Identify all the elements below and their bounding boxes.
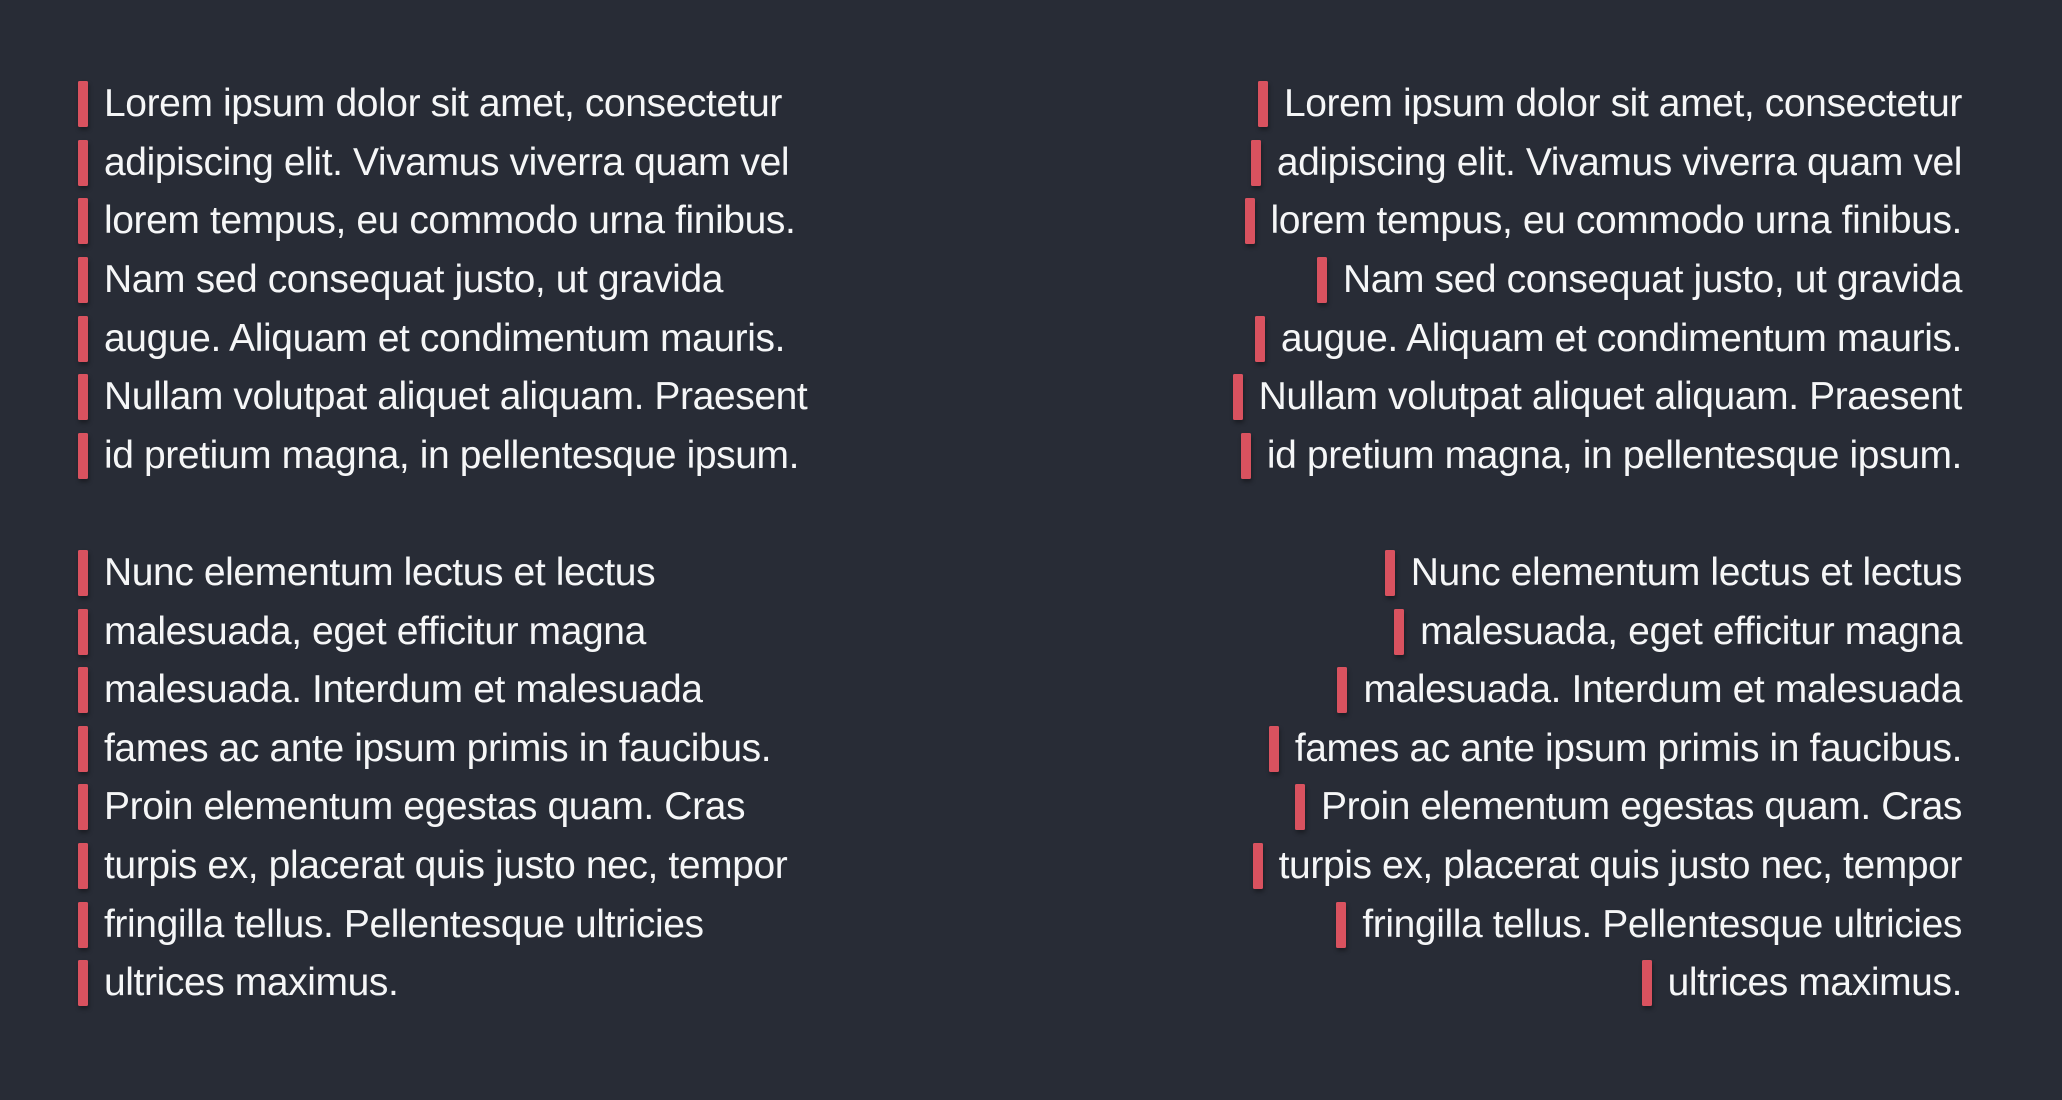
line-start-marker bbox=[1337, 667, 1347, 713]
line-start-marker bbox=[78, 433, 88, 479]
line-text: augue. Aliquam et condimentum mauris. bbox=[1280, 316, 1962, 360]
line-start-marker bbox=[1317, 257, 1327, 303]
text-line bbox=[1082, 602, 1962, 661]
line-start-marker bbox=[78, 843, 88, 889]
line-start-marker bbox=[1385, 550, 1395, 596]
text-line bbox=[78, 837, 958, 896]
text-line bbox=[1082, 309, 1962, 368]
line-text: turpis ex, placerat quis justo nec, tempor bbox=[1278, 844, 1962, 888]
line-text: Nam sed consequat justo, ut gravida bbox=[1342, 258, 1962, 302]
text-column-left bbox=[78, 75, 958, 1013]
line-start-marker bbox=[1253, 843, 1263, 889]
line-text: malesuada. Interdum et malesuada bbox=[104, 668, 703, 712]
line-start-marker bbox=[1258, 81, 1268, 127]
text-line bbox=[1082, 251, 1962, 310]
line-start-marker bbox=[78, 667, 88, 713]
line-text: Nullam volutpat aliquet aliquam. Praesent bbox=[104, 375, 808, 419]
line-text: turpis ex, placerat quis justo nec, tempor bbox=[104, 844, 788, 888]
line-start-marker bbox=[78, 960, 88, 1006]
line-text: adipiscing elit. Vivamus viverra quam vel bbox=[104, 140, 790, 184]
line-start-marker bbox=[78, 257, 88, 303]
line-start-marker bbox=[1255, 316, 1265, 362]
text-line bbox=[1082, 134, 1962, 193]
line-text: adipiscing elit. Vivamus viverra quam vel bbox=[1276, 140, 1962, 184]
text-line bbox=[78, 720, 958, 779]
line-start-marker bbox=[78, 784, 88, 830]
paragraph-1-left bbox=[78, 75, 958, 485]
line-start-marker bbox=[78, 81, 88, 127]
line-text: id pretium magna, in pellentesque ipsum. bbox=[1266, 433, 1962, 477]
line-start-marker bbox=[1394, 609, 1404, 655]
line-text: Lorem ipsum dolor sit amet, consectetur bbox=[104, 82, 783, 126]
line-text: malesuada. Interdum et malesuada bbox=[1363, 668, 1962, 712]
line-text: malesuada, eget efficitur magna bbox=[104, 609, 646, 653]
line-start-marker bbox=[78, 726, 88, 772]
line-start-marker bbox=[78, 550, 88, 596]
line-text: Nunc elementum lectus et lectus bbox=[1410, 551, 1962, 595]
text-line bbox=[78, 602, 958, 661]
text-line bbox=[1082, 192, 1962, 251]
line-start-marker bbox=[1233, 374, 1243, 420]
line-text: Nullam volutpat aliquet aliquam. Praesent bbox=[1258, 375, 1962, 419]
line-text: id pretium magna, in pellentesque ipsum. bbox=[104, 433, 800, 477]
line-start-marker bbox=[1336, 902, 1346, 948]
text-line bbox=[78, 251, 958, 310]
line-start-marker bbox=[1295, 784, 1305, 830]
line-text: malesuada, eget efficitur magna bbox=[1420, 609, 1962, 653]
text-line bbox=[1082, 720, 1962, 779]
line-text: Nunc elementum lectus et lectus bbox=[104, 551, 656, 595]
text-line bbox=[78, 75, 958, 134]
text-line bbox=[1082, 778, 1962, 837]
line-start-marker bbox=[1269, 726, 1279, 772]
text-line bbox=[1082, 427, 1962, 486]
text-line bbox=[78, 895, 958, 954]
text-line bbox=[78, 134, 958, 193]
line-start-marker bbox=[1251, 140, 1261, 186]
text-line bbox=[1082, 895, 1962, 954]
text-line bbox=[78, 427, 958, 486]
text-line bbox=[78, 954, 958, 1013]
line-start-marker bbox=[78, 902, 88, 948]
paragraph-2-left bbox=[78, 544, 958, 1013]
line-start-marker bbox=[1241, 433, 1251, 479]
text-line bbox=[78, 309, 958, 368]
line-text: Proin elementum egestas quam. Cras bbox=[1320, 785, 1962, 829]
text-line bbox=[78, 661, 958, 720]
paragraph-2-right bbox=[1082, 544, 1962, 1013]
line-start-marker bbox=[78, 609, 88, 655]
line-text: augue. Aliquam et condimentum mauris. bbox=[104, 316, 786, 360]
text-line bbox=[78, 192, 958, 251]
line-start-marker bbox=[78, 374, 88, 420]
paragraph-1-right bbox=[1082, 75, 1962, 485]
text-line bbox=[78, 544, 958, 603]
text-line bbox=[1082, 661, 1962, 720]
text-line bbox=[1082, 75, 1962, 134]
text-line bbox=[1082, 544, 1962, 603]
line-text: Nam sed consequat justo, ut gravida bbox=[104, 258, 724, 302]
line-text: ultrices maximus. bbox=[1667, 961, 1962, 1005]
line-text: fringilla tellus. Pellentesque ultricies bbox=[104, 902, 704, 946]
text-line bbox=[78, 778, 958, 837]
line-start-marker bbox=[1245, 198, 1255, 244]
text-column-right bbox=[1082, 75, 1962, 1013]
line-text: lorem tempus, eu commodo urna finibus. bbox=[1270, 199, 1962, 243]
line-start-marker bbox=[78, 140, 88, 186]
line-text: Proin elementum egestas quam. Cras bbox=[104, 785, 746, 829]
line-start-marker bbox=[78, 316, 88, 362]
line-text: fames ac ante ipsum primis in faucibus. bbox=[104, 726, 772, 770]
text-line bbox=[1082, 954, 1962, 1013]
line-text: ultrices maximus. bbox=[104, 961, 399, 1005]
line-text: fringilla tellus. Pellentesque ultricies bbox=[1362, 902, 1962, 946]
line-text: lorem tempus, eu commodo urna finibus. bbox=[104, 199, 796, 243]
line-text: Lorem ipsum dolor sit amet, consectetur bbox=[1283, 82, 1962, 126]
text-line bbox=[78, 368, 958, 427]
text-line bbox=[1082, 837, 1962, 896]
line-start-marker bbox=[1642, 960, 1652, 1006]
line-start-marker bbox=[78, 198, 88, 244]
text-line bbox=[1082, 368, 1962, 427]
line-text: fames ac ante ipsum primis in faucibus. bbox=[1294, 726, 1962, 770]
